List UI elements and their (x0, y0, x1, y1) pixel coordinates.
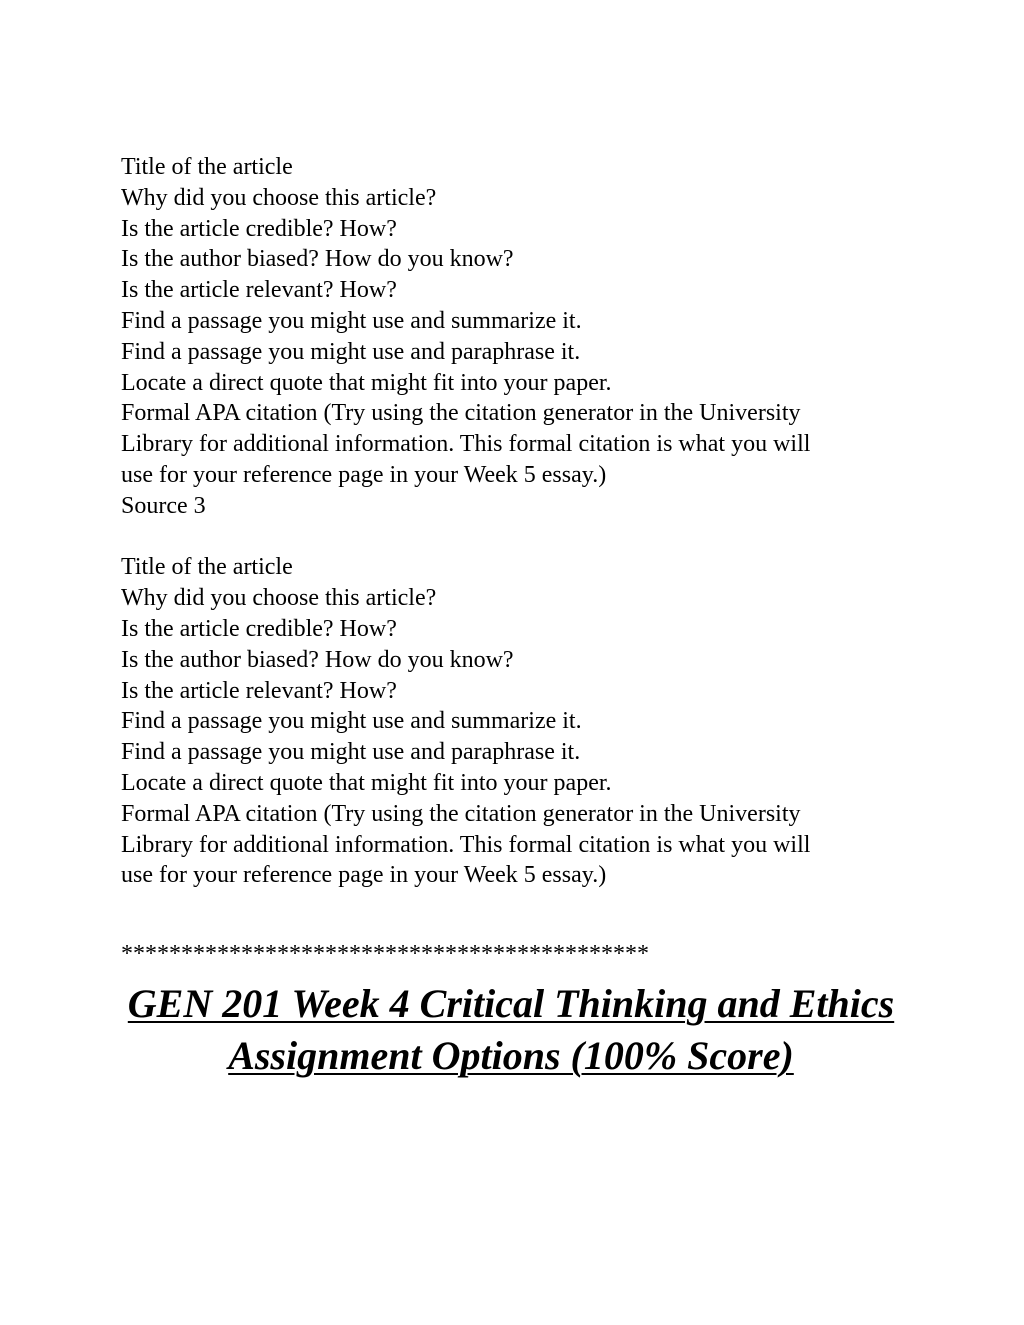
question-list-source-3 (121, 552, 901, 891)
page-heading (121, 978, 901, 1082)
source-label: Source 3 (121, 492, 206, 519)
prompt-biased: Is the author biased? How do you know? (121, 646, 514, 673)
heading-line-2: Assignment Options (100% Score) (228, 1033, 794, 1078)
prompt-title: Title of the article (121, 554, 293, 581)
prompt-title: Title of the article (121, 154, 293, 180)
prompt-why-choose: Why did you choose this article? (121, 184, 437, 211)
prompt-biased: Is the author biased? How do you know? (121, 246, 514, 273)
prompt-apa-citation-3: use for your reference page in your Week 5 essay.) (121, 461, 607, 488)
prompt-relevant: Is the article relevant? How? (121, 277, 397, 304)
prompt-paraphrase: Find a passage you might use and paraphrase it. (121, 739, 581, 766)
prompt-apa-citation-2: Library for additional information. This formal citation is what you will (121, 831, 811, 858)
spacer (121, 522, 901, 553)
question-list-source-2 (121, 152, 901, 522)
prompt-paraphrase: Find a passage you might use and paraphrase it. (121, 338, 581, 365)
prompt-why-choose: Why did you choose this article? (121, 585, 437, 612)
prompt-apa-citation-1: Formal APA citation (Try using the citation generator in the University (121, 400, 801, 427)
prompt-relevant: Is the article relevant? How? (121, 677, 397, 704)
prompt-direct-quote: Locate a direct quote that might fit into your paper. (121, 369, 612, 396)
prompt-apa-citation-3: use for your reference page in your Week 5 essay.) (121, 862, 607, 889)
prompt-credible: Is the article credible? How? (121, 615, 397, 642)
prompt-apa-citation-1: Formal APA citation (Try using the citation generator in the University (121, 800, 801, 827)
prompt-credible: Is the article credible? How? (121, 215, 397, 242)
spacer (121, 891, 901, 939)
prompt-apa-citation-2: Library for additional information. This formal citation is what you will (121, 431, 811, 458)
asterisk-separator: ******************************************** (121, 941, 649, 968)
prompt-direct-quote: Locate a direct quote that might fit into your paper. (121, 769, 612, 796)
prompt-summarize: Find a passage you might use and summarize it. (121, 307, 582, 334)
heading-line-1: GEN 201 Week 4 Critical Thinking and Ethics (127, 981, 895, 1026)
document-body (121, 152, 901, 970)
prompt-summarize: Find a passage you might use and summarize it. (121, 708, 582, 735)
